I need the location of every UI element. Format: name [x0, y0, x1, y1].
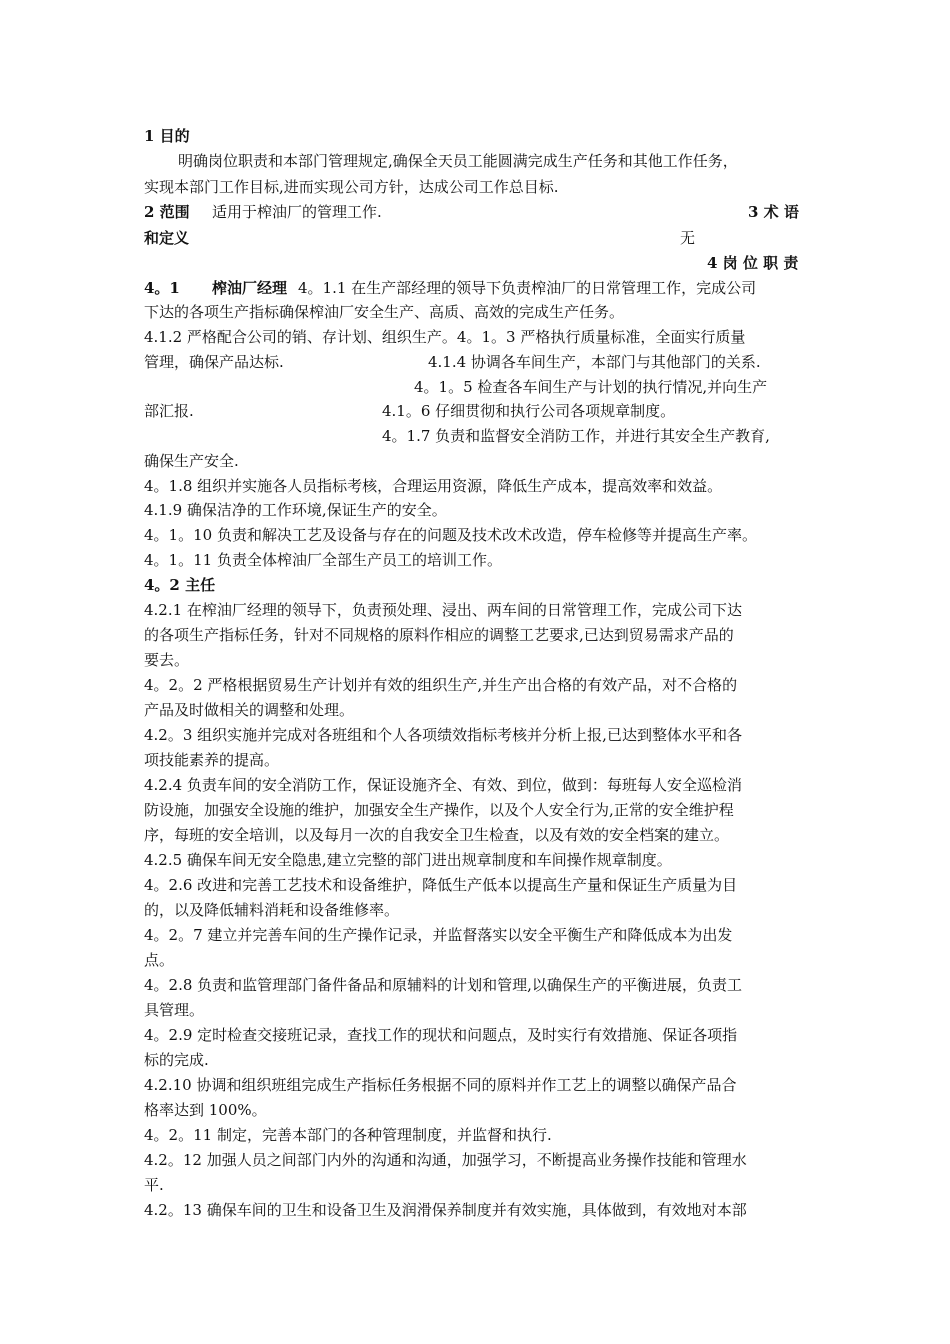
- paragraph-line: 的各项生产指标任务，针对不同规格的原料作相应的调整工艺要求,已达到贸易需求产品的: [144, 626, 734, 644]
- paragraph-line: 序，每班的安全培训，以及每月一次的自我安全卫生检查，以及有效的安全档案的建立。: [144, 826, 730, 844]
- subsection-4-1-title: 榨油厂经理: [212, 279, 288, 297]
- paragraph-line: 平.: [144, 1176, 164, 1194]
- section-4-heading: 4 岗 位 职 责: [707, 254, 799, 272]
- paragraph-line: 无: [680, 229, 696, 247]
- paragraph-line: 具管理。: [144, 1001, 205, 1019]
- paragraph-line: 4.2.10 协调和组织班组完成生产指标任务根据不同的原料并作工艺上的调整以确保产品合: [144, 1076, 737, 1094]
- section-2-heading: 2 范围: [144, 203, 190, 221]
- paragraph-line: 产品及时做相关的调整和处理。: [144, 701, 355, 719]
- paragraph-line: 4.1.2 严格配合公司的销、存计划、组织生产。4。1。3 严格执行质量标准，全面实行质量: [144, 328, 746, 346]
- section-3-heading: 3 术 语: [748, 203, 799, 221]
- paragraph-line: 管理，确保产品达标.: [144, 353, 284, 371]
- paragraph-line: 防设施，加强安全设施的维护，加强安全生产操作，以及个人安全行为,正常的安全维护程: [144, 801, 734, 819]
- paragraph-line: 确保生产安全.: [144, 452, 239, 470]
- paragraph-line: 4。2.6 改进和完善工艺技术和设备维护，降低生产低本以提高生产量和保证生产质量为目: [144, 876, 738, 894]
- paragraph-line: 4。1。5 检查各车间生产与计划的执行情况,并向生产: [414, 378, 768, 396]
- paragraph-line: 实现本部门工作目标,进而实现公司方针，达成公司工作总目标.: [144, 178, 559, 196]
- paragraph-line: 点。: [144, 951, 175, 969]
- paragraph-line: 4。1。11 负责全体榨油厂全部生产员工的培训工作。: [144, 551, 502, 569]
- paragraph-line: 的，以及降低辅料消耗和设备维修率。: [144, 901, 400, 919]
- paragraph-line: 4.2.4 负责车间的安全消防工作，保证设施齐全、有效、到位，做到：每班每人安全巡检消: [144, 776, 742, 794]
- paragraph-line: 4.2.1 在榨油厂经理的领导下，负责预处理、浸出、两车间的日常管理工作，完成公司下达: [144, 601, 742, 619]
- section-3-heading-cont: 和定义: [144, 229, 190, 247]
- paragraph-line: 4。2.8 负责和监管理部门备件备品和原辅料的计划和管理,以确保生产的平衡进展，负责工: [144, 976, 742, 994]
- paragraph-line: 4。2。7 建立并完善车间的生产操作记录，并监督落实以安全平衡生产和降低成本为出发: [144, 926, 733, 944]
- paragraph-line: 4。1。10 负责和解决工艺及设备与存在的问题及技术改术改造，停车检修等并提高生产率。: [144, 526, 757, 544]
- paragraph-line: 4。1.1 在生产部经理的领导下负责榨油厂的日常管理工作，完成公司: [298, 279, 757, 297]
- paragraph-line: 项技能素养的提高。: [144, 751, 280, 769]
- section-1-heading: 1 目的: [144, 127, 190, 145]
- paragraph-line: 要去。: [144, 651, 190, 669]
- paragraph-line: 部汇报.: [144, 402, 194, 420]
- paragraph-line: 4.1.4 协调各车间生产，本部门与其他部门的关系.: [428, 353, 761, 371]
- paragraph-line: 4。2。2 严格根据贸易生产计划并有效的组织生产,并生产出合格的有效产品，对不合格的: [144, 676, 738, 694]
- paragraph-line: 4.1.9 确保洁净的工作环境,保证生产的安全。: [144, 501, 447, 519]
- subsection-4-2-heading: 4。2 主任: [144, 576, 216, 594]
- paragraph-line: 4.1。6 仔细贯彻和执行公司各项规章制度。: [382, 402, 676, 420]
- paragraph-line: 4.2。13 确保车间的卫生和设备卫生及润滑保养制度并有效实施，具体做到，有效地对本部: [144, 1201, 747, 1219]
- paragraph-line: 4.2。12 加强人员之间部门内外的沟通和沟通，加强学习，不断提高业务操作技能和管理水: [144, 1151, 747, 1169]
- paragraph-line: 4。2。11 制定，完善本部门的各种管理制度，并监督和执行.: [144, 1126, 552, 1144]
- paragraph-line: 4.2。3 组织实施并完成对各班组和个人各项绩效指标考核并分析上报,已达到整体水平和各: [144, 726, 742, 744]
- paragraph-line: 标的完成.: [144, 1051, 209, 1069]
- paragraph-line: 格率达到 100%。: [144, 1101, 267, 1119]
- paragraph-line: 4.2.5 确保车间无安全隐患,建立完整的部门进出规章制度和车间操作规章制度。: [144, 851, 672, 869]
- subsection-4-1-number: 4。1: [144, 279, 180, 297]
- paragraph-line: 4。1.8 组织并实施各人员指标考核，合理运用资源，降低生产成本，提高效率和效益。: [144, 477, 723, 495]
- paragraph-line: 明确岗位职责和本部门管理规定,确保全天员工能圆满完成生产任务和其他工作任务，: [178, 152, 738, 170]
- paragraph-line: 4。2.9 定时检查交接班记录，查找工作的现状和问题点，及时实行有效措施、保证各项指: [144, 1026, 738, 1044]
- paragraph-line: 适用于榨油厂的管理工作.: [212, 203, 382, 221]
- paragraph-line: 下达的各项生产指标确保榨油厂安全生产、高质、高效的完成生产任务。: [144, 303, 625, 321]
- paragraph-line: 4。1.7 负责和监督安全消防工作，并进行其安全生产教育,: [382, 427, 770, 445]
